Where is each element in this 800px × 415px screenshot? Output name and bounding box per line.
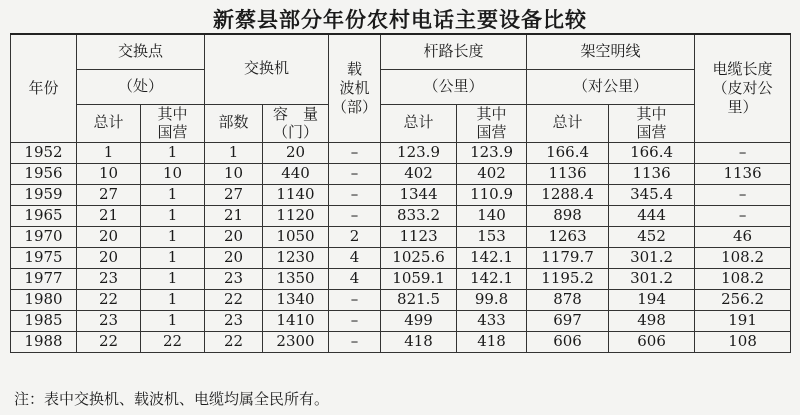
cell-cable: 108.2 bbox=[695, 248, 791, 269]
cell-year: 1956 bbox=[11, 164, 77, 185]
cell-cable: 108 bbox=[695, 332, 791, 353]
cell-year: 1952 bbox=[11, 143, 77, 164]
cell-ol-state: 606 bbox=[609, 332, 695, 353]
header-ep-state: 其中 国营 bbox=[141, 104, 205, 143]
header-pole-length: 杆路长度 bbox=[381, 34, 527, 69]
cell-carrier: – bbox=[329, 143, 381, 164]
cell-cable: 256.2 bbox=[695, 290, 791, 311]
cell-pole-state: 153 bbox=[457, 227, 527, 248]
table-row bbox=[11, 143, 791, 164]
cell-year: 1965 bbox=[11, 206, 77, 227]
table-row bbox=[11, 164, 791, 185]
cell-ep-total: 1 bbox=[77, 143, 141, 164]
header-exchange-point: 交换点 bbox=[77, 34, 205, 69]
cell-pole-total: 123.9 bbox=[381, 143, 457, 164]
cell-em-units: 21 bbox=[205, 206, 263, 227]
cell-ol-total: 166.4 bbox=[527, 143, 609, 164]
cell-pole-total: 418 bbox=[381, 332, 457, 353]
cell-ol-total: 1179.7 bbox=[527, 248, 609, 269]
cell-pole-total: 1059.1 bbox=[381, 269, 457, 290]
table-row bbox=[11, 311, 791, 332]
header-ep-total: 总计 bbox=[77, 104, 141, 143]
cell-pole-total: 1344 bbox=[381, 185, 457, 206]
cell-ol-state: 301.2 bbox=[609, 248, 695, 269]
cell-ep-state: 22 bbox=[141, 332, 205, 353]
cell-ep-state: 1 bbox=[141, 269, 205, 290]
cell-pole-total: 1123 bbox=[381, 227, 457, 248]
cell-ol-state: 498 bbox=[609, 311, 695, 332]
header-ol-state: 其中 国营 bbox=[609, 104, 695, 143]
cell-cable: 108.2 bbox=[695, 269, 791, 290]
cell-ep-state: 1 bbox=[141, 206, 205, 227]
cell-ep-total: 27 bbox=[77, 185, 141, 206]
cell-em-capacity: 1410 bbox=[263, 311, 329, 332]
cell-pole-state: 402 bbox=[457, 164, 527, 185]
cell-ep-state: 1 bbox=[141, 290, 205, 311]
cell-ep-total: 22 bbox=[77, 332, 141, 353]
header-em-capacity: 容 量 （门） bbox=[263, 104, 329, 143]
cell-carrier: 4 bbox=[329, 269, 381, 290]
equipment-table bbox=[10, 33, 791, 353]
cell-em-capacity: 1050 bbox=[263, 227, 329, 248]
cell-carrier: 4 bbox=[329, 248, 381, 269]
cell-carrier: – bbox=[329, 311, 381, 332]
cell-em-capacity: 1230 bbox=[263, 248, 329, 269]
cell-ol-total: 1195.2 bbox=[527, 269, 609, 290]
cell-year: 1988 bbox=[11, 332, 77, 353]
cell-pole-state: 142.1 bbox=[457, 269, 527, 290]
cell-ol-state: 1136 bbox=[609, 164, 695, 185]
header-em-units: 部数 bbox=[205, 104, 263, 143]
cell-carrier: 2 bbox=[329, 227, 381, 248]
cell-pole-total: 402 bbox=[381, 164, 457, 185]
table-row bbox=[11, 290, 791, 311]
cell-ep-total: 23 bbox=[77, 311, 141, 332]
cell-year: 1959 bbox=[11, 185, 77, 206]
cell-ol-state: 301.2 bbox=[609, 269, 695, 290]
cell-carrier: – bbox=[329, 185, 381, 206]
header-ol-total: 总计 bbox=[527, 104, 609, 143]
table-row bbox=[11, 269, 791, 290]
cell-ep-state: 1 bbox=[141, 248, 205, 269]
cell-cable: 1136 bbox=[695, 164, 791, 185]
cell-ep-total: 22 bbox=[77, 290, 141, 311]
cell-ol-total: 1288.4 bbox=[527, 185, 609, 206]
cell-ol-state: 452 bbox=[609, 227, 695, 248]
header-exchange-point-unit: （处） bbox=[77, 69, 205, 104]
cell-pole-state: 110.9 bbox=[457, 185, 527, 206]
cell-em-capacity: 2300 bbox=[263, 332, 329, 353]
cell-em-capacity: 1350 bbox=[263, 269, 329, 290]
cell-em-units: 20 bbox=[205, 227, 263, 248]
cell-em-units: 10 bbox=[205, 164, 263, 185]
cell-ol-state: 166.4 bbox=[609, 143, 695, 164]
table-row bbox=[11, 227, 791, 248]
cell-em-capacity: 1340 bbox=[263, 290, 329, 311]
cell-ol-total: 898 bbox=[527, 206, 609, 227]
cell-year: 1977 bbox=[11, 269, 77, 290]
cell-ol-total: 697 bbox=[527, 311, 609, 332]
cell-pole-total: 833.2 bbox=[381, 206, 457, 227]
header-cable-length: 电缆长度 （皮对公 里） bbox=[695, 34, 791, 143]
cell-ep-state: 1 bbox=[141, 311, 205, 332]
cell-em-units: 23 bbox=[205, 269, 263, 290]
cell-em-units: 22 bbox=[205, 290, 263, 311]
cell-em-units: 22 bbox=[205, 332, 263, 353]
cell-cable: – bbox=[695, 143, 791, 164]
cell-pole-total: 821.5 bbox=[381, 290, 457, 311]
header-exchange-machine: 交换机 bbox=[205, 34, 329, 104]
cell-ep-total: 21 bbox=[77, 206, 141, 227]
cell-em-capacity: 20 bbox=[263, 143, 329, 164]
cell-ep-state: 1 bbox=[141, 143, 205, 164]
cell-em-units: 23 bbox=[205, 311, 263, 332]
cell-ep-state: 1 bbox=[141, 185, 205, 206]
cell-carrier: – bbox=[329, 332, 381, 353]
cell-ol-total: 606 bbox=[527, 332, 609, 353]
cell-cable: 46 bbox=[695, 227, 791, 248]
table-title: 新蔡县部分年份农村电话主要设备比较 bbox=[213, 8, 587, 32]
header-pole-state: 其中 国营 bbox=[457, 104, 527, 143]
cell-ep-total: 20 bbox=[77, 227, 141, 248]
cell-pole-state: 433 bbox=[457, 311, 527, 332]
header-overhead-line-unit: （对公里） bbox=[527, 69, 695, 104]
cell-year: 1970 bbox=[11, 227, 77, 248]
cell-year: 1975 bbox=[11, 248, 77, 269]
table-body bbox=[11, 143, 791, 353]
cell-ol-state: 444 bbox=[609, 206, 695, 227]
cell-ep-total: 20 bbox=[77, 248, 141, 269]
cell-ol-total: 1136 bbox=[527, 164, 609, 185]
cell-ep-total: 23 bbox=[77, 269, 141, 290]
cell-em-capacity: 1120 bbox=[263, 206, 329, 227]
cell-em-capacity: 1140 bbox=[263, 185, 329, 206]
cell-pole-state: 142.1 bbox=[457, 248, 527, 269]
cell-em-units: 27 bbox=[205, 185, 263, 206]
cell-year: 1985 bbox=[11, 311, 77, 332]
cell-cable: – bbox=[695, 185, 791, 206]
table-row bbox=[11, 206, 791, 227]
table-row bbox=[11, 185, 791, 206]
header-carrier: 载 波机 （部） bbox=[329, 34, 381, 143]
cell-ep-total: 10 bbox=[77, 164, 141, 185]
cell-ol-total: 878 bbox=[527, 290, 609, 311]
cell-em-capacity: 440 bbox=[263, 164, 329, 185]
cell-pole-state: 140 bbox=[457, 206, 527, 227]
cell-carrier: – bbox=[329, 206, 381, 227]
header-overhead-line: 架空明线 bbox=[527, 34, 695, 69]
cell-year: 1980 bbox=[11, 290, 77, 311]
cell-pole-state: 99.8 bbox=[457, 290, 527, 311]
cell-pole-total: 1025.6 bbox=[381, 248, 457, 269]
table-note: 注：表中交换机、载波机、电缆均属全民所有。 bbox=[14, 390, 330, 408]
cell-carrier: – bbox=[329, 290, 381, 311]
cell-pole-total: 499 bbox=[381, 311, 457, 332]
cell-cable: – bbox=[695, 206, 791, 227]
cell-em-units: 20 bbox=[205, 248, 263, 269]
table-row bbox=[11, 332, 791, 353]
cell-ol-total: 1263 bbox=[527, 227, 609, 248]
cell-ol-state: 194 bbox=[609, 290, 695, 311]
header-year: 年份 bbox=[11, 34, 77, 143]
cell-pole-state: 123.9 bbox=[457, 143, 527, 164]
cell-em-units: 1 bbox=[205, 143, 263, 164]
cell-ep-state: 10 bbox=[141, 164, 205, 185]
table-row bbox=[11, 248, 791, 269]
header-pole-total: 总计 bbox=[381, 104, 457, 143]
cell-cable: 191 bbox=[695, 311, 791, 332]
cell-ol-state: 345.4 bbox=[609, 185, 695, 206]
cell-pole-state: 418 bbox=[457, 332, 527, 353]
cell-carrier: – bbox=[329, 164, 381, 185]
cell-ep-state: 1 bbox=[141, 227, 205, 248]
header-pole-length-unit: （公里） bbox=[381, 69, 527, 104]
